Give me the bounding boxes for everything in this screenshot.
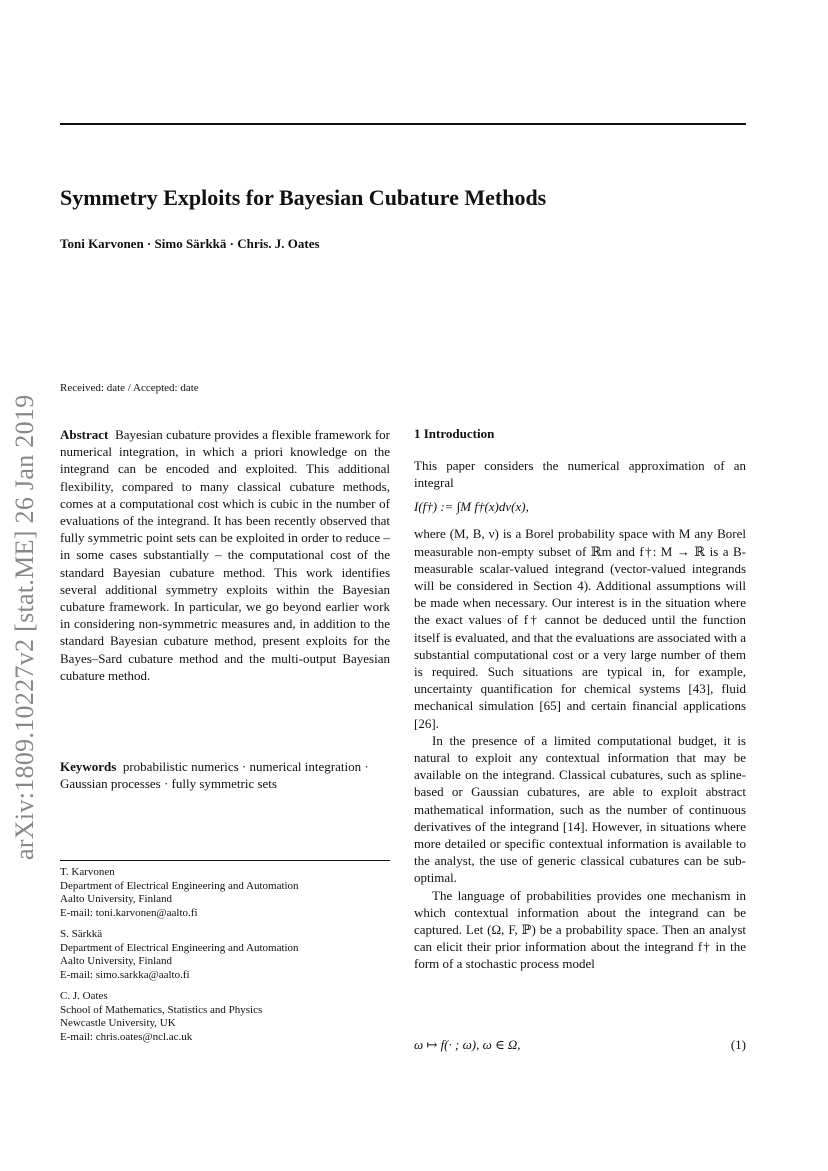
equation-1 bbox=[414, 1037, 746, 1053]
affiliation-inst: Aalto University, Finland bbox=[60, 955, 173, 968]
intro-paragraph-2: where (M, B, ν) is a Borel probability space with M any Borel measurable non-empty subset of ℝm and f†: M → ℝ is a B-measurable scalar-valued integrand (vector-valued integrands will be considered in Section 4). Additional assumptions will be made when necessary. Our interest is in the situation where the exact values of f† cannot be deduced until the function itself is evaluated, and that the evaluations are associated with a substantial computational cost or a very large number of them is required. Such situations are typical in, for example, uncertainty quantification for chemical systems [43], fluid mechanical simulation [65] and certain financial applications [26]. bbox=[414, 526, 746, 731]
received-date: Received: date / Accepted: date bbox=[60, 382, 199, 394]
section-heading: 1 Introduction bbox=[414, 426, 495, 441]
affiliation-email: E-mail: chris.oates@ncl.ac.uk bbox=[60, 1030, 193, 1043]
abstract bbox=[60, 426, 390, 684]
intro-paragraph-4: The language of probabilities provides one mechanism in which contextual information about the integrand can be captured. Let (Ω, F, ℙ) be a probability space. Then an analyst can elicit their prior information about the integrand f† in the form of a stochastic process model bbox=[414, 887, 746, 972]
affiliation-email: E-mail: toni.karvonen@aalto.fi bbox=[60, 906, 198, 919]
affiliation-dept: School of Mathematics, Statistics and Physics bbox=[60, 1003, 263, 1016]
affiliation-name: C. J. Oates bbox=[60, 990, 108, 1002]
affiliation-name: T. Karvonen bbox=[60, 866, 115, 878]
equation-number: (1) bbox=[730, 1037, 746, 1052]
paper-title: Symmetry Exploits for Bayesian Cubature Methods bbox=[60, 185, 547, 210]
header-rule bbox=[60, 123, 746, 125]
affiliation-name: S. Särkkä bbox=[60, 928, 103, 940]
affiliation-karvonen bbox=[60, 866, 299, 920]
affiliation-inst: Aalto University, Finland bbox=[60, 893, 173, 906]
integral-equation: I(f†) := ∫M f†(x)dν(x), bbox=[414, 499, 529, 515]
abstract-label: Abstract bbox=[60, 427, 109, 442]
keywords bbox=[60, 758, 390, 792]
affiliation-dept: Department of Electrical Engineering and Automation bbox=[60, 941, 299, 954]
introduction-column bbox=[414, 426, 746, 973]
affiliation-sarkka bbox=[60, 928, 299, 982]
abstract-column bbox=[60, 426, 390, 684]
affiliation-dept: Department of Electrical Engineering and Automation bbox=[60, 879, 299, 892]
keywords-label: Keywords bbox=[60, 759, 117, 774]
affiliation-inst: Newcastle University, UK bbox=[60, 1017, 176, 1030]
author-list: Toni Karvonen · Simo Särkkä · Chris. J. Oates bbox=[60, 236, 320, 251]
affiliation-oates bbox=[60, 990, 262, 1044]
intro-paragraph-3: In the presence of a limited computational budget, it is natural to exploit any contextual information that may be available on the integrand. Classical cubatures, such as spline-based or Gaussian cubatures, are able to exploit abstract mathematical information, such as the number of continuous derivatives of the integrand [14]. However, in situations where more detailed or specific contextual information is available to the analyst, the use of generic classical cubatures can be sub-optimal. bbox=[414, 732, 746, 886]
footnote-rule bbox=[60, 860, 390, 861]
affiliation-email: E-mail: simo.sarkka@aalto.fi bbox=[60, 968, 190, 981]
abstract-text: Bayesian cubature provides a flexible framework for numerical integration, in which a priori knowledge on the integrand can be encoded and exploited. This additional flexibility, compared to many classical cubature methods, comes at a computational cost which is cubic in the number of evaluations of the integrand. It has been recently observed that fully symmetric point sets can be exploited in order to reduce – in some cases substantially – the computational cost of the standard Bayesian cubature method. This work identifies several additional symmetry exploits within the Bayesian cubature framework. In particular, we go beyond earlier work in considering non-symmetric measures and, in addition to the standard Bayesian cubature method, present exploits for the Bayes–Sard cubature method and the multi-output Bayesian cubature method. bbox=[60, 427, 391, 683]
arxiv-identifier: arXiv:1809.10227v2 [stat.ME] 26 Jan 2019 bbox=[10, 394, 39, 860]
intro-paragraph-1: This paper considers the numerical approximation of an integral bbox=[414, 458, 746, 491]
keywords-text: probabilistic numerics · numerical integration · Gaussian processes · fully symmetric sets bbox=[60, 759, 369, 792]
equation-1-body: ω ↦ f(· ; ω), ω ∈ Ω, bbox=[414, 1037, 521, 1052]
